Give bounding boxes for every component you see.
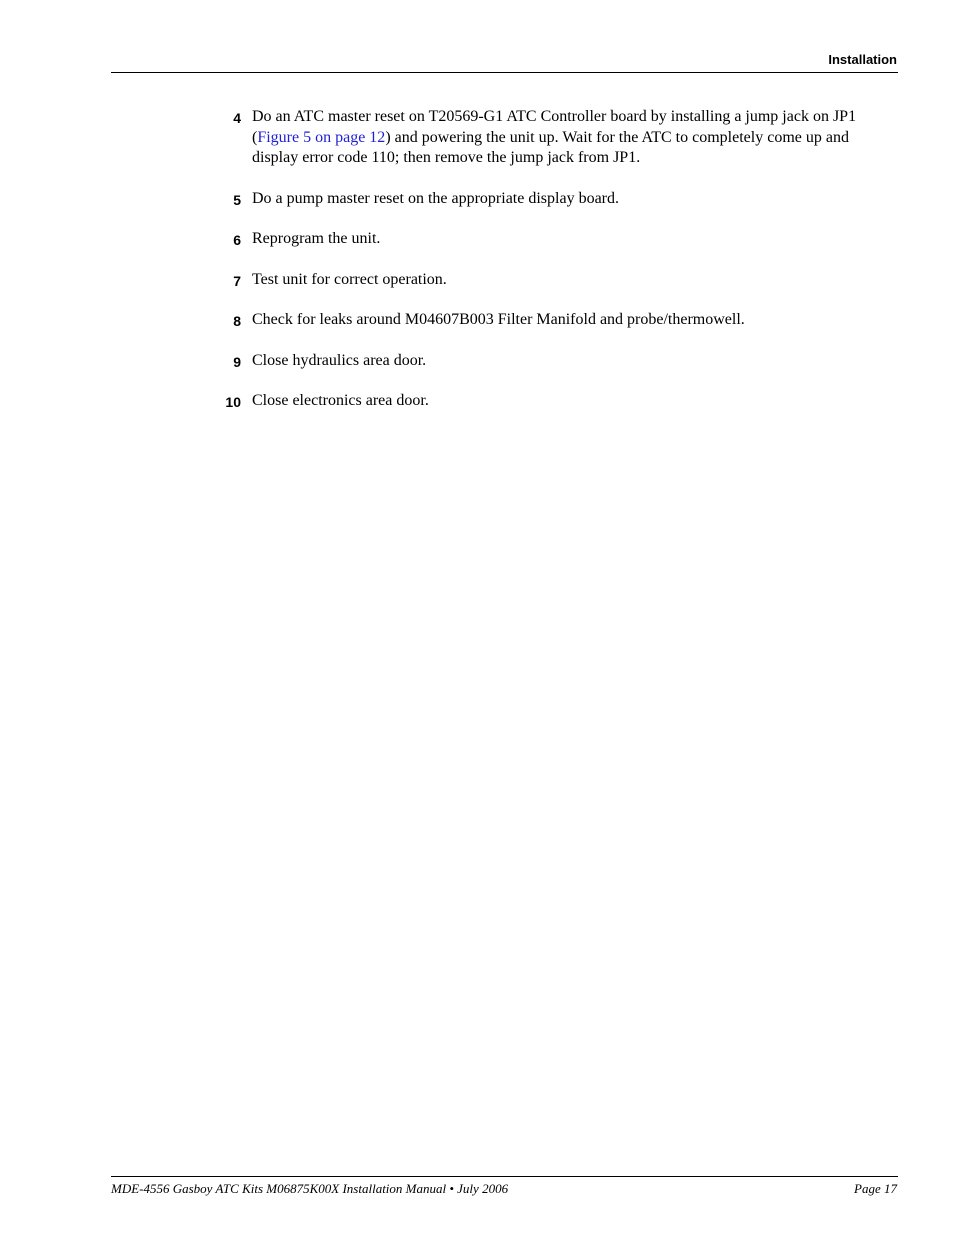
footer-document-info: MDE-4556 Gasboy ATC Kits M06875K00X Installation Manual • July 2006 (111, 1181, 509, 1196)
step-5 (210, 189, 898, 210)
step-number: 4 (233, 110, 241, 126)
step-list (210, 107, 898, 432)
header-rule (111, 72, 898, 73)
step-number: 9 (233, 353, 241, 370)
step-7 (210, 270, 898, 291)
step-number: 10 (225, 394, 241, 410)
step-text (252, 108, 856, 166)
step-text-part: Do an ATC master reset on T20569-G1 ATC Controller board by installing a jump jack on JP1 ( (252, 108, 857, 146)
step-8 (210, 310, 898, 331)
step-text: Close electronics area door. (252, 392, 429, 409)
step-number: 6 (233, 232, 241, 248)
step-text: Check for leaks around M04607B003 Filter Manifold and probe/thermowell. (252, 311, 745, 328)
step-9 (210, 351, 898, 372)
step-number: 5 (233, 191, 241, 208)
step-text: Do a pump master reset on the appropriate display board. (252, 189, 619, 207)
step-text: Close hydraulics area door. (252, 351, 427, 369)
step-number: 8 (233, 313, 241, 329)
step-text-part: ) and powering the unit up. Wait for the ATC to completely come up and display error code 110; then remove the jump jack from JP1. (252, 128, 849, 166)
step-text: Test unit for correct operation. (252, 270, 447, 288)
step-10 (210, 391, 898, 412)
step-text: Reprogram the unit. (252, 230, 381, 247)
step-number: 7 (233, 272, 241, 289)
step-4 (210, 107, 898, 169)
section-title: Installation (828, 52, 897, 67)
step-6 (210, 229, 898, 250)
footer-rule (111, 1176, 898, 1177)
footer-page-number: Page 17 (854, 1181, 897, 1196)
figure-reference-link[interactable]: Figure 5 on page 12 (257, 128, 386, 146)
